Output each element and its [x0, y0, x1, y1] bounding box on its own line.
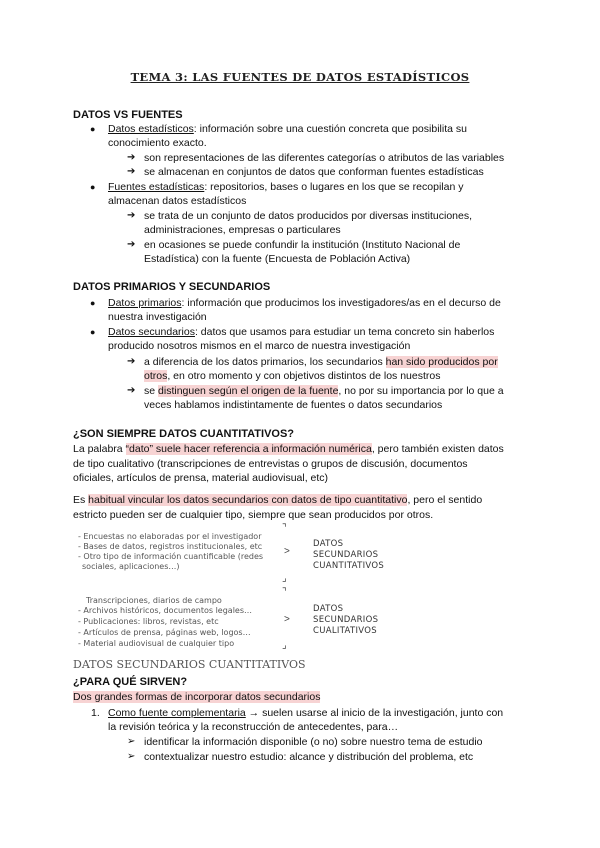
sub-bullet: se almacenan en conjuntos de datos que conforman fuentes estadísticas	[144, 166, 484, 178]
text-line: almacenan datos estadísticos	[108, 195, 247, 207]
diagram-item: - Material audiovisual de cualquier tipo	[78, 639, 235, 648]
highlight: distinguen según el origen de la fuente	[158, 385, 339, 397]
diagram-label: CUANTITATIVOS	[313, 561, 385, 571]
diagram-item: - Publicaciones: libros, revistas, etc	[78, 617, 219, 626]
term-datos-estadisticos: Datos estadísticos	[108, 123, 194, 135]
bullet-icon: ●	[90, 298, 96, 308]
diagram-label: DATOS	[313, 604, 344, 614]
highlight: habitual vincular los datos secundarios con datos de tipo cuantitativo	[88, 494, 408, 506]
paragraph-line: oficiales, artículos de prensa, material audiovisual, etc)	[73, 472, 329, 484]
term-fuente-complementaria: Como fuente complementaria	[108, 707, 246, 719]
arrow-icon: ➔	[127, 356, 136, 367]
bullet-icon: ●	[90, 182, 96, 192]
highlight: “dato” suele hacer referencia a información numérica	[125, 443, 372, 455]
numbered-item-fuente-complementaria: Como fuente complementaria → suelen usarse al inicio de la investigación, junto con	[108, 707, 504, 719]
text-line: administraciones, empresas o particulares	[144, 224, 341, 236]
diagram-label: CUALITATIVOS	[313, 626, 377, 636]
section-heading-primarios-secundarios: DATOS PRIMARIOS Y SECUNDARIOS	[73, 281, 271, 293]
arrow-icon: ➔	[127, 239, 136, 250]
sub-bullet: se distinguen según el origen de la fuente, no por su importancia por lo que a	[144, 385, 504, 397]
highlight: otros	[144, 370, 168, 382]
text-line: la revisión teórica y la reconstrucción de antecedentes, para…	[108, 721, 399, 733]
paragraph-line: La palabra “dato” suele hacer referencia a información numérica, pero también existen datos	[73, 443, 504, 455]
sub-bullet: se trata de un conjunto de datos producidos por diversas instituciones,	[144, 210, 473, 222]
diagram-item: - Bases de datos, registros institucionales, etc	[78, 542, 263, 551]
diagram-item: - Artículos de prensa, páginas web, logos…	[78, 628, 251, 637]
arrowhead-icon: ➢	[127, 736, 136, 747]
term-datos-secundarios: Datos secundarios	[108, 326, 195, 338]
arrowhead-icon: ➢	[127, 751, 136, 762]
diagram-item: Transcripciones, diarios de campo	[86, 596, 222, 605]
brace-top-icon: ⌝	[282, 523, 287, 534]
arrow-icon: ➔	[127, 152, 136, 163]
arrow-icon: ➔	[127, 166, 136, 177]
section-heading-secundarios-cuantitativos: DATOS SECUNDARIOS CUANTITATIVOS	[73, 658, 306, 671]
bullet-fuentes-estadisticas: Fuentes estadísticas: repositorios, bases o lugares en los que se recopilan y	[108, 181, 464, 193]
arrow-icon: ➔	[127, 385, 136, 396]
bullet-datos-primarios: Datos primarios: información que producimos los investigadores/as en el decurso de	[108, 297, 501, 309]
page-title: TEMA 3: LAS FUENTES DE DATOS ESTADÍSTICOS	[130, 70, 470, 84]
section-heading-datos-vs-fuentes: DATOS VS FUENTES	[73, 109, 183, 121]
bullet-icon: ●	[90, 327, 96, 337]
bullet-datos-secundarios: Datos secundarios: datos que usamos para estudiar un tema concreto sin haberlos	[108, 326, 495, 338]
highlighted-line	[73, 690, 320, 704]
list-number: 1.	[91, 707, 100, 719]
brace-bottom-icon: ⌟	[282, 640, 287, 651]
section-heading-cuantitativos: ¿SON SIEMPRE DATOS CUANTITATIVOS?	[73, 428, 295, 440]
paragraph-line: de tipo cualitativo (transcripciones de entrevistas o grupos de discusión, documentos	[73, 458, 468, 470]
sub-bullet: a diferencia de los datos primarios, los secundarios han sido producidos por	[144, 356, 498, 368]
brace-top-icon: ⌝	[282, 587, 287, 598]
diagram-item: - Archivos históricos, documentos legales…	[78, 606, 253, 615]
term-fuentes-estadisticas: Fuentes estadísticas	[108, 181, 205, 193]
sub-bullet: contextualizar nuestro estudio: alcance y distribución del problema, etc	[144, 751, 474, 763]
text-line: Estadística) con la fuente (Encuesta de Población Activa)	[144, 253, 411, 265]
brace-point-icon: >	[284, 614, 290, 625]
brace-point-icon: >	[284, 546, 290, 557]
diagram-label: DATOS	[313, 539, 344, 549]
diagram-item: - Otro tipo de información cuantificable (redes	[78, 552, 264, 561]
paragraph-line: estricto pueden ser de cualquier tipo, siempre que sean producidos por otros.	[73, 509, 434, 521]
arrow-icon: ➔	[127, 210, 136, 221]
highlight: han sido producidos por	[385, 356, 498, 368]
term-datos-primarios: Datos primarios	[108, 297, 182, 309]
text-line: veces hablamos indistintamente de fuentes o datos secundarios	[144, 399, 443, 411]
text-line: nuestra investigación	[108, 311, 207, 323]
diagram-label: SECUNDARIOS	[313, 615, 379, 625]
diagram-item: sociales, aplicaciones…)	[82, 562, 180, 571]
sub-bullet: identificar la información disponible (o no) sobre nuestro tema de estudio	[144, 736, 483, 748]
text-line: conocimiento exacto.	[108, 137, 207, 149]
highlight: Dos grandes formas de incorporar datos secundarios	[73, 691, 321, 703]
diagram-item: - Encuestas no elaboradas por el investigador	[78, 532, 262, 541]
sub-bullet: son representaciones de las diferentes categorías o atributos de las variables	[144, 152, 505, 164]
diagram-label: SECUNDARIOS	[313, 550, 379, 560]
paragraph-line: Es habitual vincular los datos secundarios con datos de tipo cuantitativo, pero el sentido	[73, 494, 483, 506]
sub-bullet: en ocasiones se puede confundir la institución (Instituto Nacional de	[144, 239, 461, 251]
bullet-datos-estadisticos: Datos estadísticos: información sobre una cuestión concreta que posibilita su	[108, 123, 467, 135]
brace-bottom-icon: ⌟	[282, 573, 287, 584]
text-line: producido nosotros mismos en el marco de nuestra investigación	[108, 340, 411, 352]
text-line: otros, en otro momento y con objetivos distintos de los nuestros	[144, 370, 441, 382]
bullet-icon: ●	[90, 124, 96, 134]
subheading-para-que-sirven: ¿PARA QUÉ SIRVEN?	[73, 676, 188, 688]
